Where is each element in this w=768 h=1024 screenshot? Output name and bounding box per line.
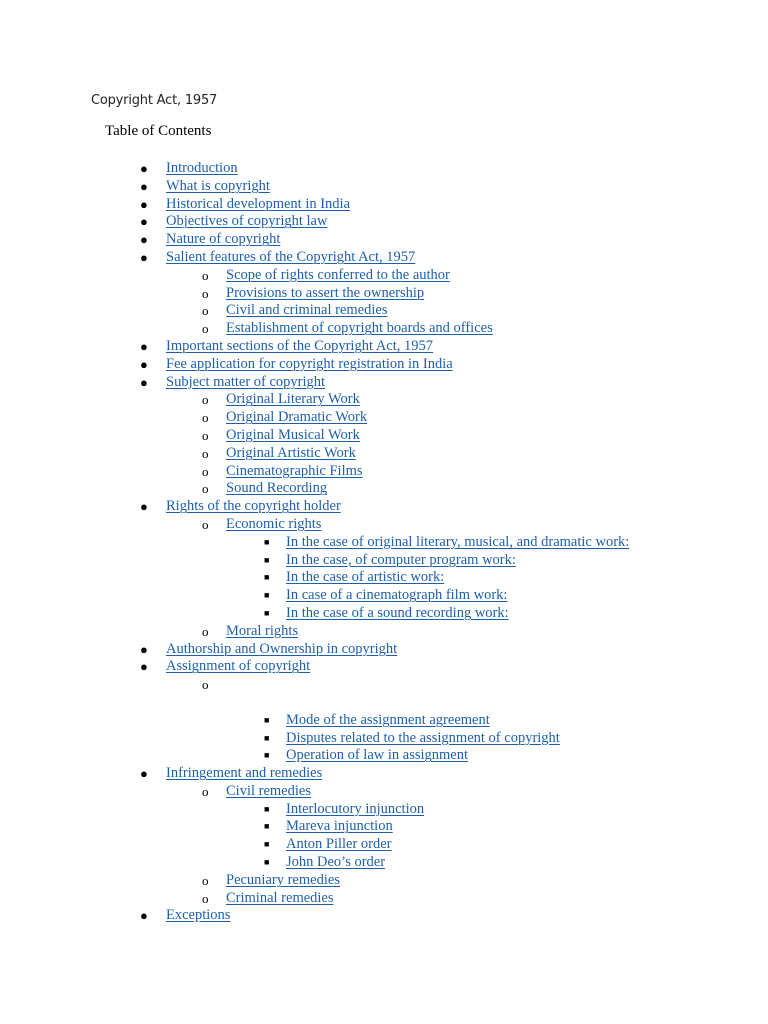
bullet-marker: o: [202, 427, 209, 443]
toc-link[interactable]: What is copyright: [166, 177, 270, 194]
toc-link[interactable]: Anton Piller order: [286, 836, 392, 853]
toc-item: [0, 516, 768, 534]
toc-item: [0, 623, 768, 641]
toc-item: [0, 160, 768, 178]
bullet-marker: ■: [264, 590, 270, 601]
toc-link[interactable]: Disputes related to the assignment of copyright: [286, 729, 560, 746]
toc-link[interactable]: John Deo’s order: [286, 854, 386, 871]
toc-link[interactable]: Historical development in India: [166, 195, 351, 212]
bullet-marker: ●: [140, 641, 148, 657]
toc-link[interactable]: Operation of law in assignment: [286, 747, 469, 764]
toc-link[interactable]: In the case, of computer program work:: [286, 551, 516, 568]
bullet-marker: ●: [140, 908, 148, 924]
toc-link[interactable]: Mode of the assignment agreement: [286, 711, 490, 728]
bullet-marker: ■: [264, 572, 270, 583]
toc-link[interactable]: Original Musical Work: [226, 426, 360, 443]
toc-item: [0, 302, 768, 320]
toc-item: [0, 783, 768, 801]
toc-item: [0, 747, 768, 765]
bullet-marker: o: [202, 321, 209, 337]
toc-item: [0, 338, 768, 356]
toc-item: [0, 374, 768, 392]
toc-link[interactable]: Criminal remedies: [226, 889, 334, 906]
toc-item: [0, 890, 768, 908]
bullet-marker: o: [202, 410, 209, 426]
toc-link[interactable]: Pecuniary remedies: [226, 871, 340, 888]
toc-link[interactable]: Provisions to assert the ownership: [226, 284, 425, 301]
bullet-marker: ●: [140, 659, 148, 675]
toc-item: [0, 534, 768, 552]
toc-link[interactable]: Interlocutory injunction: [286, 800, 425, 817]
bullet-marker: ■: [264, 803, 270, 814]
bullet-marker: ■: [264, 607, 270, 618]
toc-item: [0, 765, 768, 783]
bullet-marker: ●: [140, 178, 148, 194]
toc-link[interactable]: Infringement and remedies: [166, 765, 323, 782]
toc-item: [0, 267, 768, 285]
toc-item: [0, 320, 768, 338]
toc-link[interactable]: Economic rights: [226, 515, 322, 532]
toc-item: [0, 445, 768, 463]
bullet-marker: ■: [264, 821, 270, 832]
toc-item: [0, 836, 768, 854]
bullet-marker: ●: [140, 161, 148, 176]
toc-link[interactable]: Civil remedies: [226, 782, 311, 799]
toc-link[interactable]: Fee application for copyright registration in India: [166, 355, 453, 372]
toc-link[interactable]: Assignment of copyright: [166, 658, 311, 675]
toc-link[interactable]: Cinematographic Films: [226, 462, 363, 479]
bullet-marker: ●: [140, 338, 148, 354]
toc-link[interactable]: Nature of copyright: [166, 231, 281, 248]
toc-item: [0, 872, 768, 890]
toc-item: [0, 605, 768, 623]
bullet-marker: o: [202, 481, 209, 497]
toc-item: [0, 356, 768, 374]
toc-link[interactable]: Original Literary Work: [226, 391, 360, 408]
toc-item: [0, 676, 768, 694]
toc-item: [0, 178, 768, 196]
document-title: Copyright Act, 1957: [91, 93, 218, 108]
bullet-marker: ●: [140, 766, 148, 782]
toc-heading: Table of Contents: [105, 123, 212, 139]
toc-item: [0, 427, 768, 445]
toc-item: [0, 641, 768, 659]
bullet-marker: ●: [140, 249, 148, 265]
bullet-marker: ■: [264, 732, 270, 743]
bullet-marker: o: [202, 463, 209, 479]
toc-item: [0, 409, 768, 427]
bullet-marker: o: [202, 267, 209, 283]
bullet-marker: o: [202, 623, 209, 639]
toc-link[interactable]: Authorship and Ownership in copyright: [166, 640, 398, 657]
toc-item: [0, 249, 768, 267]
toc-item: [0, 213, 768, 231]
toc-item: [0, 569, 768, 587]
blank-line: [0, 694, 768, 712]
bullet-marker: ■: [264, 536, 270, 547]
bullet-marker: ■: [264, 750, 270, 761]
toc-link[interactable]: Subject matter of copyright: [166, 373, 326, 390]
toc-item: [0, 587, 768, 605]
toc-link[interactable]: Mareva injunction: [286, 818, 393, 835]
bullet-marker: ●: [140, 196, 148, 212]
toc-item: [0, 658, 768, 676]
toc-item: [0, 285, 768, 303]
toc-item: [0, 801, 768, 819]
bullet-marker: ■: [264, 839, 270, 850]
bullet-marker: o: [202, 872, 209, 888]
toc-link[interactable]: Original Dramatic Work: [226, 409, 368, 426]
toc-item: [0, 818, 768, 836]
toc-link[interactable]: In case of a cinematograph film work:: [286, 587, 508, 604]
toc-item: [0, 498, 768, 516]
toc-link[interactable]: Salient features of the Copyright Act, 1957: [166, 248, 416, 265]
toc-item: [0, 907, 768, 925]
toc-link[interactable]: Moral rights: [226, 622, 299, 639]
toc-link[interactable]: Establishment of copyright boards and offices: [226, 320, 493, 337]
toc-link[interactable]: Introduction: [166, 160, 238, 176]
toc-link[interactable]: In the case of artistic work:: [286, 569, 445, 586]
bullet-marker: ■: [264, 714, 270, 725]
table-of-contents: [0, 160, 768, 925]
bullet-marker: o: [202, 445, 209, 461]
bullet-marker: ●: [140, 214, 148, 230]
toc-item: [0, 552, 768, 570]
toc-link[interactable]: Exceptions: [166, 907, 231, 924]
bullet-marker: ■: [264, 857, 270, 868]
bullet-marker: ■: [264, 554, 270, 565]
bullet-marker: o: [202, 890, 209, 906]
toc-link[interactable]: Sound Recording: [226, 480, 328, 497]
bullet-marker: ●: [140, 232, 148, 248]
toc-link[interactable]: Original Artistic Work: [226, 444, 356, 461]
toc-item: [0, 463, 768, 481]
toc-link[interactable]: In the case of original literary, musical, and dramatic work:: [286, 533, 630, 550]
toc-item: [0, 391, 768, 409]
bullet-marker: ●: [140, 374, 148, 390]
toc-link[interactable]: Civil and criminal remedies: [226, 302, 388, 319]
bullet-marker: o: [202, 783, 209, 799]
bullet-marker: o: [202, 392, 209, 408]
bullet-marker: o: [202, 285, 209, 301]
toc-link[interactable]: Objectives of copyright law: [166, 213, 328, 230]
bullet-marker: ●: [140, 356, 148, 372]
toc-item: [0, 196, 768, 214]
toc-item: [0, 712, 768, 730]
bullet-marker: o: [202, 677, 209, 693]
toc-link[interactable]: Rights of the copyright holder: [166, 498, 341, 515]
toc-item: [0, 480, 768, 498]
toc-link[interactable]: Important sections of the Copyright Act, 1957: [166, 337, 434, 354]
toc-item: [0, 730, 768, 748]
bullet-marker: o: [202, 516, 209, 532]
bullet-marker: o: [202, 303, 209, 319]
toc-item: [0, 854, 768, 872]
toc-link[interactable]: In the case of a sound recording work:: [286, 604, 509, 621]
toc-link[interactable]: Scope of rights conferred to the author: [226, 266, 450, 283]
bullet-marker: ●: [140, 499, 148, 515]
toc-item: [0, 231, 768, 249]
